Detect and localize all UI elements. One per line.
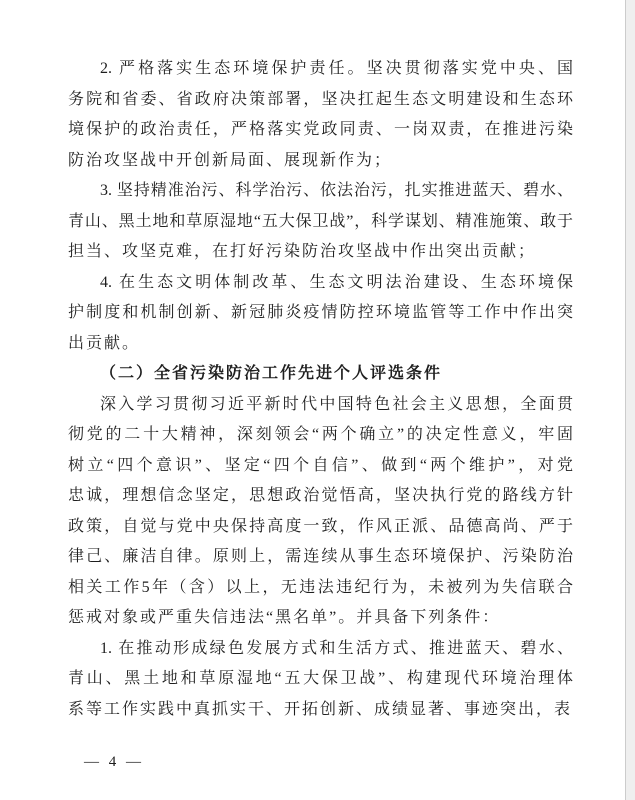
paragraph-line: 青山、黑土地和草原湿地“五大保卫战”，科学谋划、精准施策、敢于: [68, 212, 573, 230]
paragraph-line: 3. 坚持精准治污、科学治污、依法治污，扎实推进蓝天、碧水、: [100, 182, 573, 199]
paragraph-line: 2. 严格落实生态环境保护责任。坚决贯彻落实党中央、国: [100, 60, 573, 77]
paragraph-line: 惩戒对象或严重失信违法“黑名单”。并具备下列条件：: [68, 609, 501, 626]
paragraph-line: 境保护的政治责任，严格落实党政同责、一岗双责，在推进污染: [68, 121, 573, 138]
paragraph-line: 青山、黑土地和草原湿地“五大保卫战”、构建现代环境治理体: [68, 670, 573, 687]
paragraph-line: 4. 在生态文明体制改革、生态文明法治建设、生态环境保: [100, 273, 573, 291]
section-heading-line: （二）全省污染防治工作先进个人评选条件: [100, 365, 443, 382]
paragraph-line: 相关工作5年（含）以上，无违法违纪行为，未被列为失信联合: [68, 578, 573, 596]
page-number: — 4 —: [84, 754, 144, 770]
document-body: [68, 54, 573, 725]
paragraph-line: 忠诚，理想信念坚定，思想政治觉悟高，坚决执行党的路线方针: [68, 487, 573, 504]
paragraph-line: 担当、攻坚克难，在打好污染防治攻坚战中作出突出贡献；: [68, 243, 537, 260]
paragraph-line: 系等工作实践中真抓实干、开拓创新、成绩显著、事迹突出，表: [68, 700, 573, 718]
paragraph-line: 务院和省委、省政府决策部署，坚决扛起生态文明建设和生态环: [68, 90, 573, 108]
paragraph-line: 彻党的二十大精神，深刻领会“两个确立”的决定性意义，牢固: [68, 426, 573, 443]
paragraph-line: 树立“四个意识”、坚定“四个自信”、做到“两个维护”，对党: [68, 456, 573, 474]
scan-edge: [625, 0, 635, 800]
paragraph-line: 深入学习贯彻习近平新时代中国特色社会主义思想，全面贯: [100, 395, 573, 413]
paragraph-line: 护制度和机制创新、新冠肺炎疫情防控环境监管等工作中作出突: [68, 304, 573, 321]
paragraph-line: 1. 在推动形成绿色发展方式和生活方式、推进蓝天、碧水、: [100, 639, 573, 657]
paragraph-line: 防治攻坚战中开创新局面、展现新作为；: [68, 151, 393, 169]
paragraph-line: 出贡献。: [68, 334, 141, 352]
paragraph-line: 政策，自觉与党中央保持高度一致，作风正派、品德高尚、严于: [68, 517, 573, 535]
paragraph-line: 律己、廉洁自律。原则上，需连续从事生态环境保护、污染防治: [68, 548, 573, 565]
